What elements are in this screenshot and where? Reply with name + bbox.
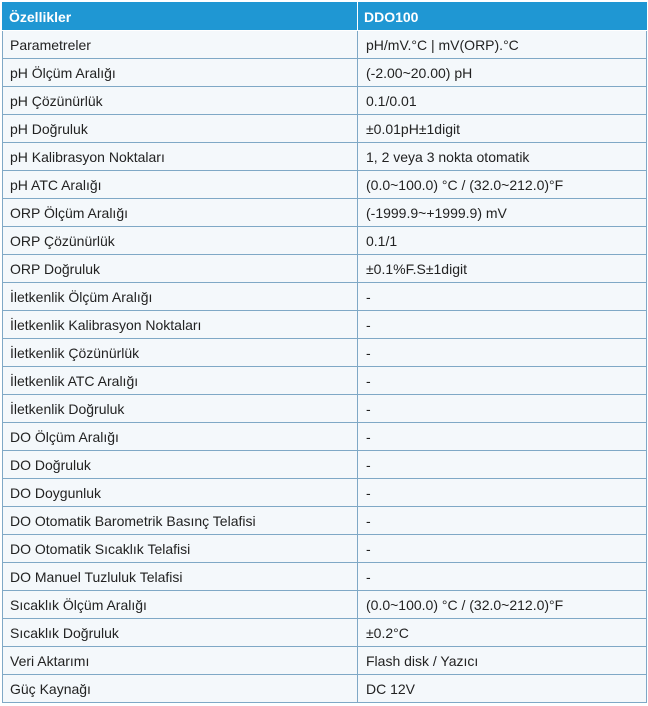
value-cell: 0.1/0.01 [358, 87, 647, 115]
value-cell: ±0.2°C [358, 619, 647, 647]
feature-cell: ORP Ölçüm Aralığı [3, 199, 358, 227]
feature-cell: DO Doğruluk [3, 451, 358, 479]
feature-cell: DO Otomatik Barometrik Basınç Telafisi [3, 507, 358, 535]
header-feature: Özellikler [3, 3, 358, 31]
feature-cell: DO Ölçüm Aralığı [3, 423, 358, 451]
table-row [3, 339, 647, 367]
value-cell: - [358, 451, 647, 479]
value-cell: 1, 2 veya 3 nokta otomatik [358, 143, 647, 171]
table-row [3, 115, 647, 143]
feature-cell: İletkenlik Çözünürlük [3, 339, 358, 367]
value-cell: - [358, 507, 647, 535]
value-cell: - [358, 339, 647, 367]
table-row [3, 563, 647, 591]
table-row [3, 423, 647, 451]
table-row [3, 87, 647, 115]
table-header [3, 3, 647, 31]
value-cell: - [358, 367, 647, 395]
feature-cell: DO Otomatik Sıcaklık Telafisi [3, 535, 358, 563]
feature-cell: pH Ölçüm Aralığı [3, 59, 358, 87]
value-cell: 0.1/1 [358, 227, 647, 255]
header-row [3, 3, 647, 31]
value-cell: - [358, 283, 647, 311]
table-body [3, 31, 647, 703]
table-row [3, 619, 647, 647]
table-row [3, 283, 647, 311]
feature-cell: DO Doygunluk [3, 479, 358, 507]
value-cell: - [358, 479, 647, 507]
table-row [3, 507, 647, 535]
table-row [3, 59, 647, 87]
table-row [3, 143, 647, 171]
table-row [3, 647, 647, 675]
value-cell: (0.0~100.0) °C / (32.0~212.0)°F [358, 171, 647, 199]
feature-cell: İletkenlik ATC Aralığı [3, 367, 358, 395]
value-cell: - [358, 423, 647, 451]
feature-cell: İletkenlik Doğruluk [3, 395, 358, 423]
table-row [3, 255, 647, 283]
feature-cell: DO Manuel Tuzluluk Telafisi [3, 563, 358, 591]
feature-cell: Parametreler [3, 31, 358, 59]
table-row [3, 395, 647, 423]
feature-cell: Veri Aktarımı [3, 647, 358, 675]
value-cell: (-2.00~20.00) pH [358, 59, 647, 87]
table-row [3, 199, 647, 227]
table-row [3, 591, 647, 619]
value-cell: ±0.01pH±1digit [358, 115, 647, 143]
value-cell: (-1999.9~+1999.9) mV [358, 199, 647, 227]
table-row [3, 451, 647, 479]
table-row [3, 227, 647, 255]
feature-cell: Güç Kaynağı [3, 675, 358, 703]
table-row [3, 31, 647, 59]
table-row [3, 675, 647, 703]
value-cell: - [358, 395, 647, 423]
header-model: DDO100 [358, 3, 647, 31]
value-cell: (0.0~100.0) °C / (32.0~212.0)°F [358, 591, 647, 619]
value-cell: - [358, 563, 647, 591]
feature-cell: İletkenlik Kalibrasyon Noktaları [3, 311, 358, 339]
spec-table [2, 2, 647, 703]
value-cell: - [358, 311, 647, 339]
table-row [3, 311, 647, 339]
feature-cell: ORP Doğruluk [3, 255, 358, 283]
feature-cell: pH ATC Aralığı [3, 171, 358, 199]
table-row [3, 171, 647, 199]
table-row [3, 367, 647, 395]
table-row [3, 535, 647, 563]
value-cell: - [358, 535, 647, 563]
feature-cell: pH Kalibrasyon Noktaları [3, 143, 358, 171]
value-cell: DC 12V [358, 675, 647, 703]
feature-cell: pH Doğruluk [3, 115, 358, 143]
feature-cell: pH Çözünürlük [3, 87, 358, 115]
feature-cell: İletkenlik Ölçüm Aralığı [3, 283, 358, 311]
table-row [3, 479, 647, 507]
feature-cell: Sıcaklık Ölçüm Aralığı [3, 591, 358, 619]
value-cell: ±0.1%F.S±1digit [358, 255, 647, 283]
feature-cell: ORP Çözünürlük [3, 227, 358, 255]
feature-cell: Sıcaklık Doğruluk [3, 619, 358, 647]
value-cell: Flash disk / Yazıcı [358, 647, 647, 675]
value-cell: pH/mV.°C | mV(ORP).°C [358, 31, 647, 59]
